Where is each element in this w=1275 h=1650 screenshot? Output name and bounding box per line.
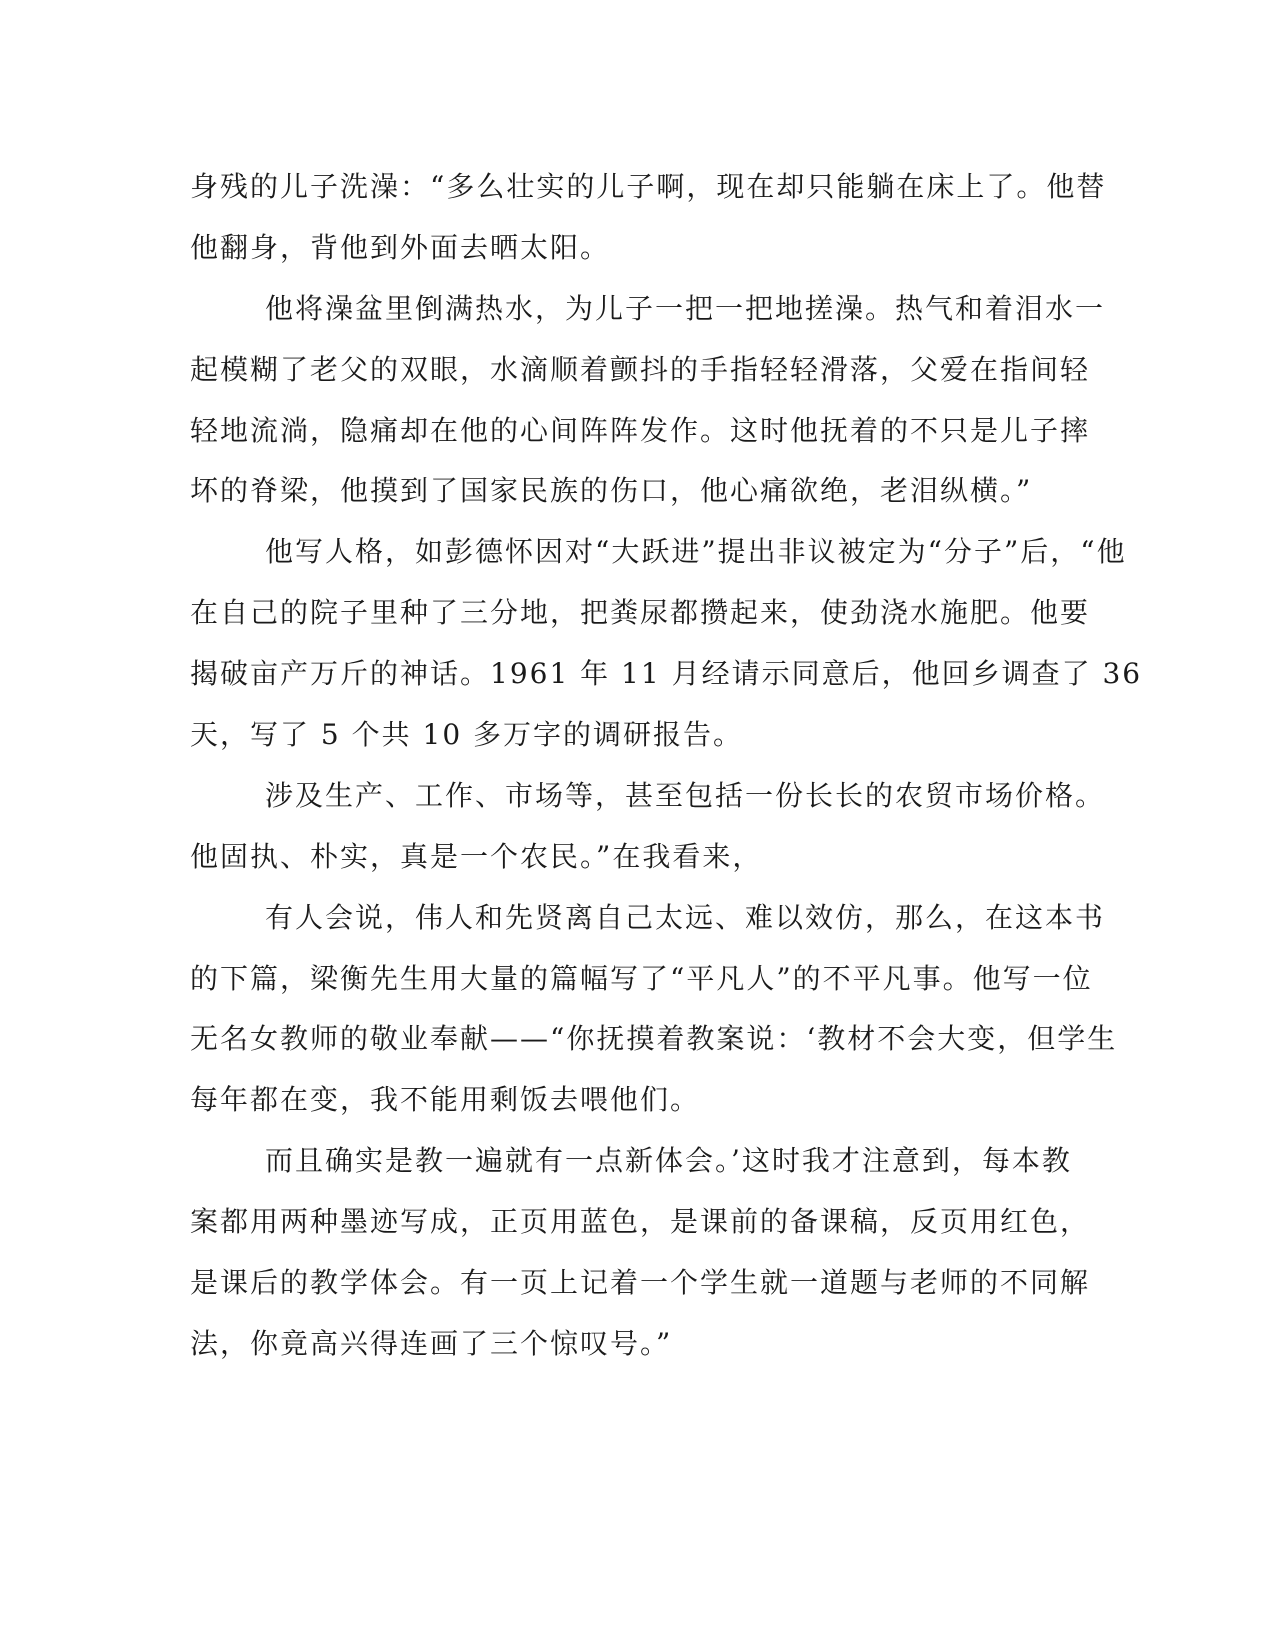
text-line: 天，写了 5 个共 10 多万字的调研报告。 (190, 718, 744, 752)
text-line: 轻地流淌，隐痛却在他的心间阵阵发作。这时他抚着的不只是儿子摔 (190, 413, 1091, 447)
paragraph-start-line: 有人会说，伟人和先贤离自己太远、难以效仿，那么，在这本书 (265, 900, 1106, 934)
paragraph-start-line: 而且确实是教一遍就有一点新体会。’这时我才注意到，每本教 (265, 1144, 1072, 1178)
text-line: 揭破亩产万斤的神话。1961 年 11 月经请示同意后，他回乡调查了 36 (190, 657, 1143, 691)
paragraph-start-line: 他写人格，如彭德怀因对“大跃进”提出非议被定为“分子”后，“他 (265, 535, 1127, 569)
paragraph-start-line: 涉及生产、工作、市场等，甚至包括一份长长的农贸市场价格。 (265, 778, 1106, 812)
text-line: 他翻身，背他到外面去晒太阳。 (190, 230, 611, 264)
text-line: 的下篇，梁衡先生用大量的篇幅写了“平凡人”的不平凡事。他写一位 (190, 961, 1093, 995)
body-text (190, 157, 1143, 1375)
text-line: 每年都在变，我不能用剩饭去喂他们。 (190, 1083, 701, 1117)
text-line: 无名女教师的敬业奉献——“你抚摸着教案说：‘教材不会大变，但学生 (190, 1022, 1118, 1056)
text-line: 身残的儿子洗澡：“多么壮实的儿子啊，现在却只能躺在床上了。他替 (190, 170, 1107, 203)
paragraph-start-line: 他将澡盆里倒满热水，为儿子一把一把地搓澡。热气和着泪水一 (265, 291, 1106, 325)
text-line: 法，你竟高兴得连画了三个惊叹号。” (190, 1326, 673, 1360)
text-line: 起模糊了老父的双眼，水滴顺着颤抖的手指轻轻滑落，父爱在指间轻 (190, 352, 1091, 386)
text-line: 他固执、朴实，真是一个农民。”在我看来， (190, 839, 763, 873)
text-line: 坏的脊梁，他摸到了国家民族的伤口，他心痛欲绝，老泪纵横。” (190, 474, 1033, 508)
text-line: 案都用两种墨迹写成，正页用蓝色，是课前的备课稿，反页用红色， (190, 1205, 1091, 1239)
text-line: 在自己的院子里种了三分地，把粪尿都攒起来，使劲浇水施肥。他要 (190, 596, 1091, 630)
text-line: 是课后的教学体会。有一页上记着一个学生就一道题与老师的不同解 (190, 1266, 1091, 1300)
